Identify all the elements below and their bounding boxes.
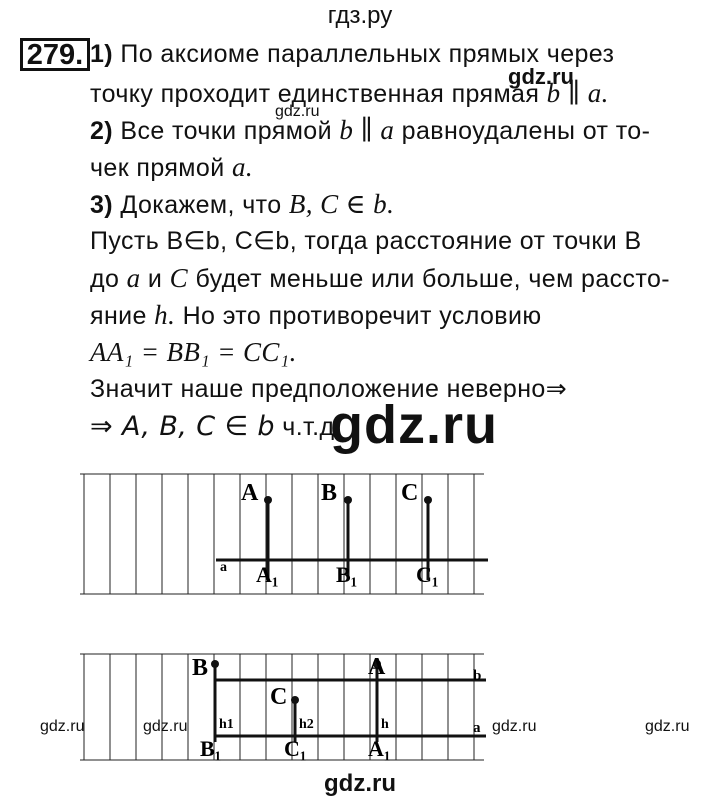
line-5-math: B, C ∈ b. — [288, 189, 395, 219]
figure-2 — [76, 650, 496, 765]
item-marker-3: 3) — [90, 191, 114, 219]
watermark: gdz.ru — [645, 718, 690, 735]
label-A: A — [368, 654, 386, 680]
label-b: b — [473, 668, 482, 684]
watermark: gdz.ru — [508, 64, 574, 89]
watermark: gdz.ru — [143, 718, 188, 735]
text-line-8 — [90, 300, 542, 331]
line-5-text: Докажем, что — [120, 191, 282, 219]
label-h1: h1 — [219, 717, 234, 732]
text-line-11 — [90, 411, 342, 442]
label-C: C — [401, 480, 419, 506]
line-11-text: ч.т.д. — [282, 413, 342, 441]
text-line-7 — [90, 263, 670, 294]
line-7-text-1: до — [90, 265, 120, 293]
label-B: B — [321, 480, 338, 506]
point-B — [211, 660, 219, 668]
text-line-3 — [90, 115, 650, 146]
line-8-math: h. — [154, 300, 176, 330]
line-11-math: ⇒ A, B, C ∈ b — [90, 411, 275, 442]
item-marker-1: 1) — [90, 40, 114, 68]
watermark: gdz.ru — [492, 718, 537, 735]
figure-1 — [76, 470, 496, 600]
line-8-text-1: яние — [90, 302, 147, 330]
label-B: B — [192, 655, 209, 681]
label-A1: A₁ — [256, 562, 279, 587]
line-7-math-1: a — [126, 263, 141, 293]
task-number: 279. — [20, 38, 90, 71]
text-line-5 — [90, 189, 394, 220]
line-4-math: a. — [231, 152, 253, 182]
line-7-math-2: C — [169, 263, 189, 293]
label-B1: B₁ — [200, 736, 222, 761]
text-line-4 — [90, 152, 253, 183]
line-2-text: точку проходит единственная прямая — [90, 80, 540, 108]
line-8-text-2: Но это противоречит условию — [182, 302, 542, 330]
line-3-text-2: равноудалены от то- — [401, 117, 651, 145]
label-C: C — [270, 684, 288, 710]
label-A1: A₁ — [368, 736, 391, 761]
label-C1: C₁ — [284, 736, 307, 761]
watermark: gdz.ru — [40, 718, 85, 735]
line-3-math: b ∥ a — [339, 115, 395, 145]
line-2-math: b ∥ a. — [546, 78, 609, 108]
text-line-6: Пусть B∈b, C∈b, тогда расстояние от точки B — [90, 227, 642, 255]
line-1-text: По аксиоме параллельных прямых через — [120, 40, 615, 68]
line-7-text-2: и — [147, 265, 163, 293]
line-7-text-3: будет меньше или больше, чем рассто- — [195, 265, 671, 293]
line-3-text: Все точки прямой — [120, 117, 332, 145]
line-9-math: AA₁ = BB₁ = CC₁. — [90, 337, 297, 367]
point-C — [291, 696, 299, 704]
point-A — [264, 496, 272, 504]
label-a: a — [473, 720, 481, 736]
site-footer: gdz.ru — [324, 770, 396, 797]
label-B1: B₁ — [336, 562, 358, 587]
text-line-9 — [90, 337, 297, 368]
watermark-large: gdz.ru — [330, 395, 498, 455]
site-header: гдз.ру — [327, 2, 393, 29]
text-line-10: Значит наше предположение неверно⇒ — [90, 375, 568, 403]
point-B — [344, 496, 352, 504]
label-a: a — [220, 560, 227, 575]
point-C — [424, 496, 432, 504]
label-h2: h2 — [299, 717, 314, 732]
line-4-text: чек прямой — [90, 154, 225, 182]
label-h: h — [381, 717, 389, 732]
item-marker-2: 2) — [90, 117, 114, 145]
watermark: gdz.ru — [275, 103, 320, 120]
label-C1: C₁ — [416, 562, 439, 587]
label-A: A — [241, 480, 259, 506]
